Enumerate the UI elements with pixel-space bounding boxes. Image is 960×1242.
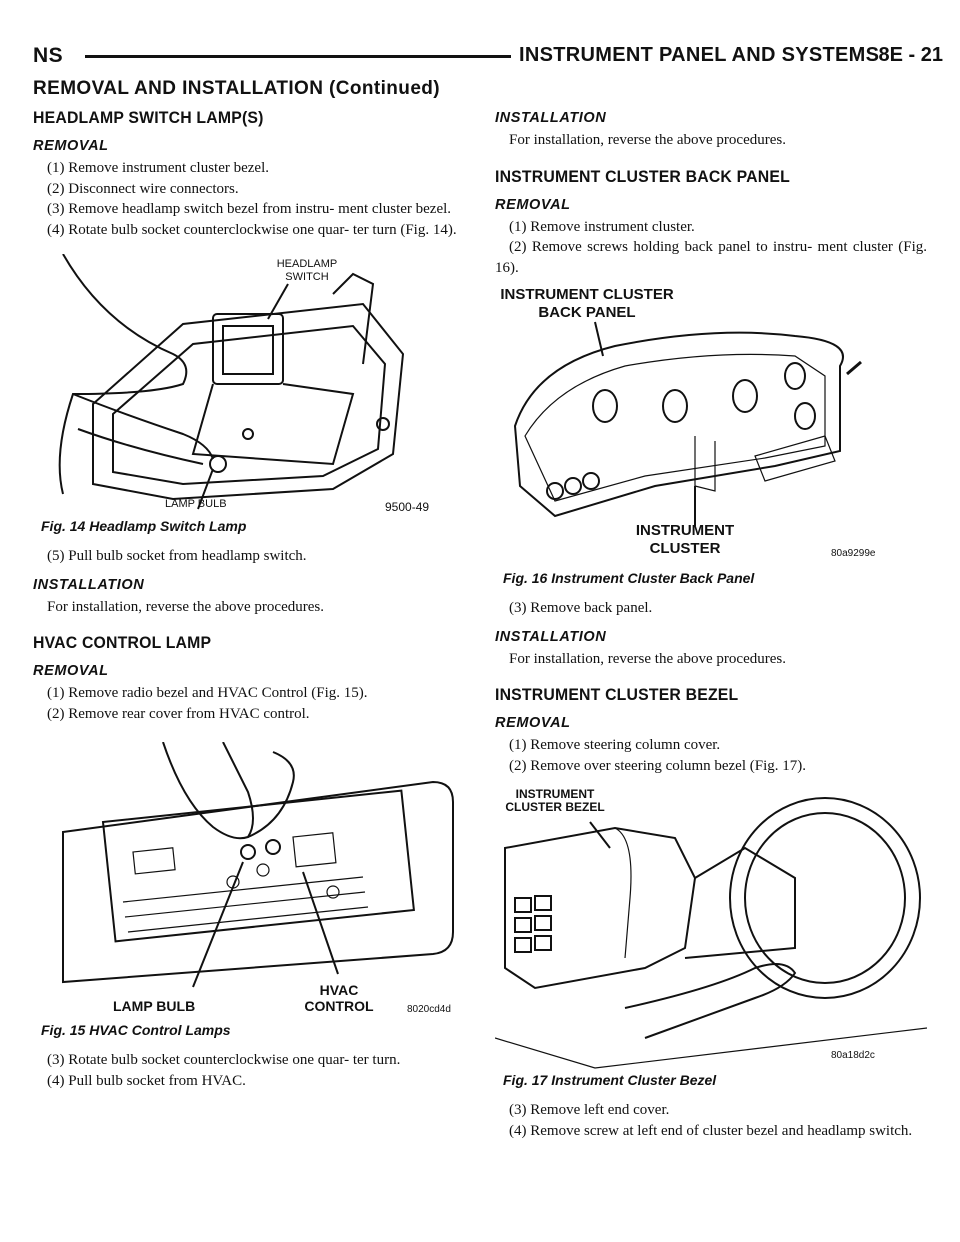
subheading-removal: REMOVAL [495, 196, 571, 213]
section-title-hvac-control-lamp: HVAC CONTROL LAMP [33, 633, 212, 652]
hvac-control-illustration [33, 742, 463, 1020]
figure-16 [495, 286, 927, 568]
subheading-installation: INSTALLATION [495, 628, 607, 645]
label-headlamp-switch: HEADLAMP SWITCH [276, 258, 338, 283]
page-number: 8E - 21 [878, 44, 943, 66]
step: (3) Remove headlamp switch bezel from instru- ment cluster bezel. [47, 201, 452, 217]
figure-caption: Fig. 17 Instrument Cluster Bezel [503, 1072, 717, 1088]
step: (2) Disconnect wire connectors. [47, 180, 239, 197]
header-title: INSTRUMENT PANEL AND SYSTEMS [519, 44, 880, 66]
subheading-removal: REMOVAL [33, 663, 109, 679]
subheading-installation: INSTALLATION [495, 110, 607, 126]
step: (1) Remove radio bezel and HVAC Control (Fig. 15). [47, 685, 368, 701]
step: (2) Remove over steering column bezel (Fig. 17). [509, 757, 806, 774]
subheading-installation: INSTALLATION [33, 576, 145, 593]
step: (4) Remove screw at left end of cluster bezel and headlamp switch. [509, 1122, 913, 1139]
step: (1) Remove instrument cluster. [509, 218, 695, 235]
figure-code: 9500-49 [385, 500, 430, 514]
figure-code: 80a18d2c [831, 1050, 875, 1061]
figure-17 [495, 788, 927, 1070]
step: (3) Remove back panel. [509, 600, 653, 616]
continued-heading: REMOVAL AND INSTALLATION (Continued) [33, 78, 441, 99]
headlamp-switch-illustration [33, 254, 463, 516]
step: (3) Rotate bulb socket counterclockwise one quar- ter turn. [47, 1052, 401, 1068]
subheading-removal: REMOVAL [33, 138, 109, 154]
right-column [495, 108, 927, 1141]
section-title-headlamp-switch-lamps: HEADLAMP SWITCH LAMP(S) [33, 108, 264, 127]
install-text: For installation, reverse the above procedures. [509, 650, 786, 667]
step: (4) Rotate bulb socket counterclockwise one quar- ter turn (Fig. 14). [47, 221, 457, 238]
label-hvac-control: HVAC CONTROL [304, 982, 374, 1014]
step: (1) Remove instrument cluster bezel. [47, 160, 270, 176]
step: (2) Remove rear cover from HVAC control. [47, 705, 310, 722]
figure-code: 80a9299e [831, 548, 876, 559]
step: (5) Pull bulb socket from headlamp switch. [47, 548, 307, 564]
install-text: For installation, reverse the above procedures. [47, 598, 324, 615]
label-instrument-cluster-back-panel: INSTRUMENT CLUSTER BACK PANEL [500, 286, 674, 321]
figure-caption: Fig. 16 Instrument Cluster Back Panel [503, 570, 755, 586]
figure-caption: Fig. 14 Headlamp Switch Lamp [41, 518, 247, 534]
cluster-bezel-illustration [495, 788, 927, 1070]
section-title-instrument-cluster-back-panel: INSTRUMENT CLUSTER BACK PANEL [495, 166, 790, 186]
label-lamp-bulb: LAMP BULB [165, 498, 227, 510]
subheading-removal: REMOVAL [495, 715, 571, 731]
left-column [33, 108, 463, 1091]
figure-15 [33, 742, 463, 1020]
section-title-instrument-cluster-bezel: INSTRUMENT CLUSTER BEZEL [495, 685, 739, 704]
step: (3) Remove left end cover. [509, 1102, 670, 1118]
step: (1) Remove steering column cover. [509, 737, 721, 753]
step: (4) Pull bulb socket from HVAC. [47, 1072, 246, 1089]
label-instrument-cluster-bezel: INSTRUMENT CLUSTER BEZEL [505, 787, 605, 814]
figure-code: 8020cd4d [407, 1004, 451, 1015]
header-rule [85, 55, 511, 58]
label-lamp-bulb: LAMP BULB [113, 998, 196, 1014]
step: (2) Remove screws holding back panel to instru- ment cluster (Fig. 16). [495, 239, 927, 276]
figure-14 [33, 254, 463, 516]
label-instrument-cluster: INSTRUMENT CLUSTER [635, 522, 735, 557]
page-header [33, 40, 943, 74]
figure-caption: Fig. 15 HVAC Control Lamps [41, 1022, 231, 1038]
install-text: For installation, reverse the above procedures. [509, 132, 786, 148]
manual-code: NS [33, 44, 64, 67]
